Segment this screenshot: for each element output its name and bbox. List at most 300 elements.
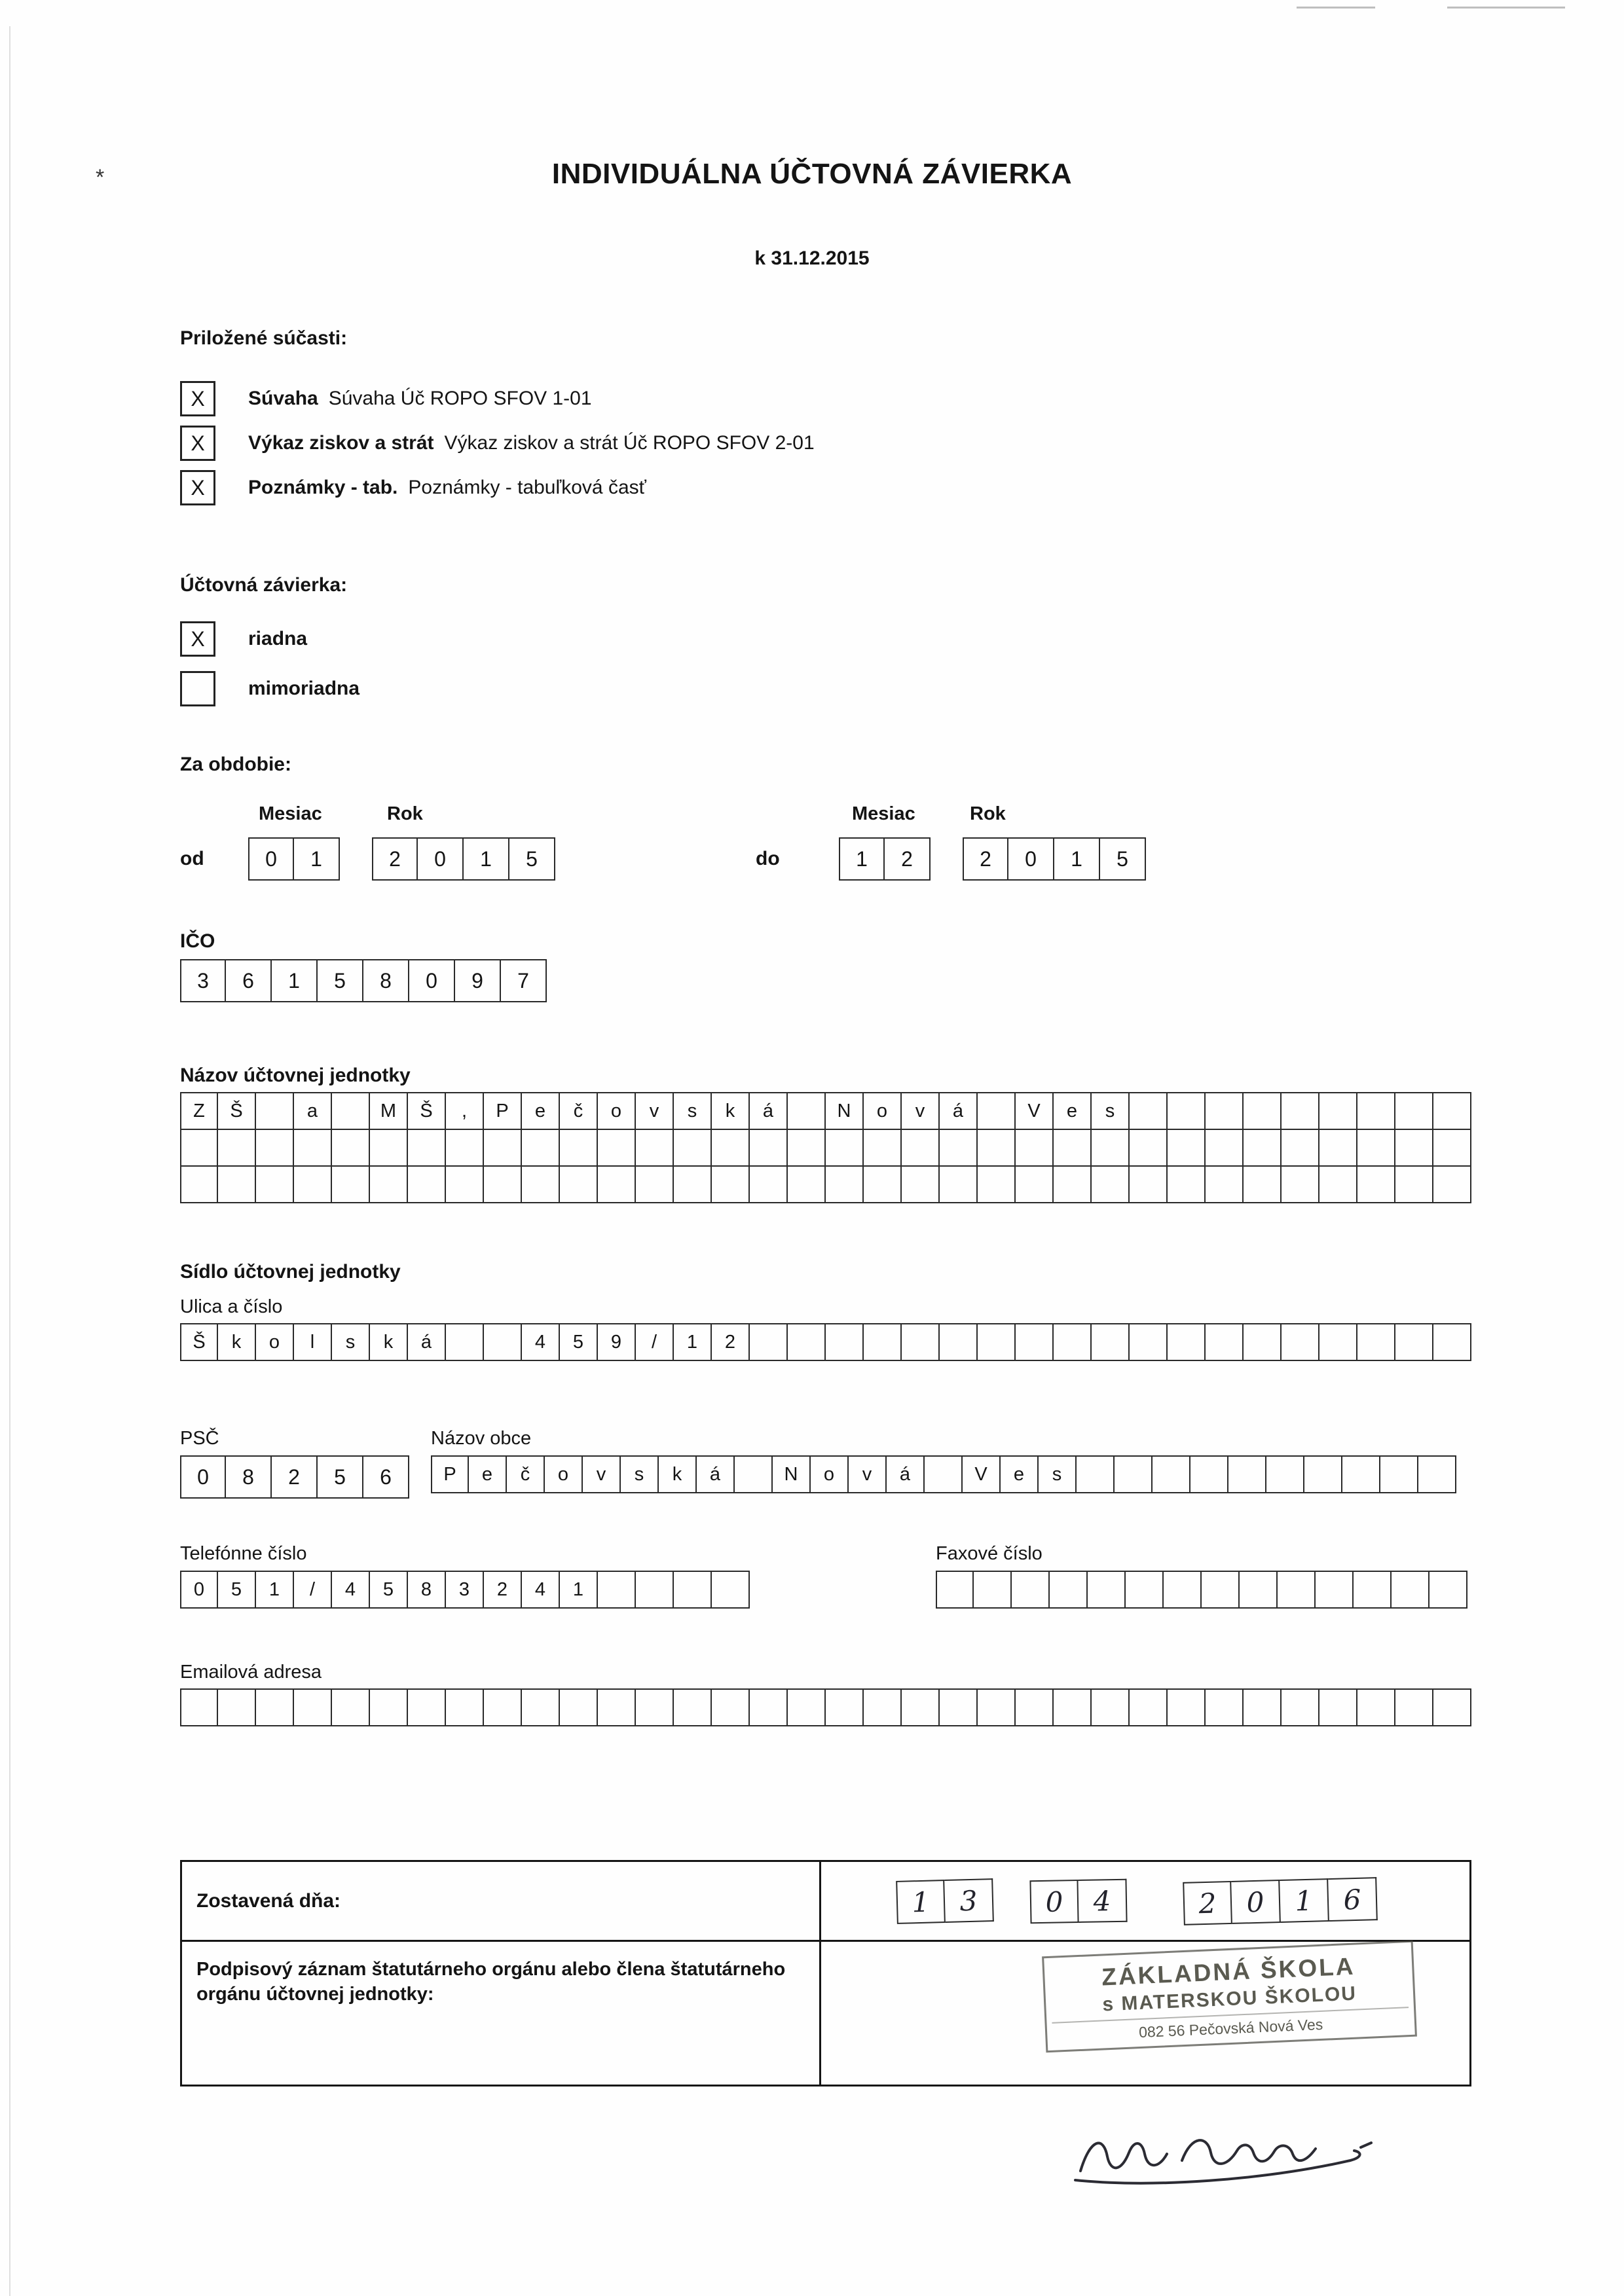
grid-cell [788, 1323, 826, 1361]
closing-type-heading: Účtovná závierka: [180, 574, 348, 596]
grid-cell [598, 1165, 636, 1203]
grid-cell [446, 1688, 484, 1726]
grid-cell [1395, 1688, 1433, 1726]
grid-cell [1130, 1688, 1168, 1726]
grid-cell [864, 1129, 902, 1167]
grid-cell: 7 [501, 959, 547, 1002]
grid-cell [940, 1129, 978, 1167]
compiled-date-cell [821, 1862, 1469, 1942]
grid-cell: Z [180, 1092, 218, 1130]
grid-cell: e [469, 1455, 507, 1493]
grid-cell [1357, 1688, 1395, 1726]
grid-cell [446, 1323, 484, 1361]
grid-cell [712, 1688, 750, 1726]
entity-name-row-2 [180, 1129, 1471, 1167]
scan-artifact-dash [1297, 7, 1375, 9]
grid-cell [1130, 1092, 1168, 1130]
grid-cell [1164, 1571, 1202, 1609]
grid-cell [1244, 1129, 1282, 1167]
grid-cell: 2 [484, 1571, 522, 1609]
grid-cell [218, 1688, 256, 1726]
grid-cell: s [674, 1092, 712, 1130]
closing-row-mimoriadna [180, 671, 1471, 706]
grid-cell: 3 [944, 1878, 994, 1923]
stamp-line-2: s MATERSKOU ŠKOLOU [1101, 1982, 1357, 2016]
month-label: Mesiac [852, 803, 915, 824]
grid-cell: 2 [712, 1323, 750, 1361]
grid-cell [408, 1688, 446, 1726]
grid-cell: 4 [522, 1571, 560, 1609]
grid-cell: o [256, 1323, 294, 1361]
grid-cell [408, 1129, 446, 1167]
grid-cell [1357, 1092, 1395, 1130]
grid-cell [826, 1688, 864, 1726]
grid-cell [1016, 1323, 1054, 1361]
grid-cell: v [636, 1092, 674, 1130]
scan-edge-line [9, 26, 10, 2296]
grid-cell [712, 1165, 750, 1203]
grid-cell [598, 1688, 636, 1726]
grid-cell [256, 1165, 294, 1203]
grid-cell: á [750, 1092, 788, 1130]
grid-cell: 5 [560, 1323, 598, 1361]
grid-cell: 0 [1231, 1880, 1281, 1924]
grid-cell [750, 1323, 788, 1361]
grid-cell [332, 1129, 370, 1167]
grid-cell: č [507, 1455, 545, 1493]
grid-cell [750, 1688, 788, 1726]
ico-label: IČO [180, 930, 215, 952]
grid-cell: 5 [1100, 837, 1146, 881]
grid-cell: o [598, 1092, 636, 1130]
grid-cell: 8 [408, 1571, 446, 1609]
grid-cell: á [697, 1455, 735, 1493]
grid-cell [712, 1129, 750, 1167]
grid-cell [864, 1165, 902, 1203]
attachment-row-suvaha [180, 381, 1471, 416]
attachment-desc: Poznámky - tabuľková časť [408, 477, 646, 498]
attachment-row-poznamky [180, 470, 1471, 505]
grid-cell: o [864, 1092, 902, 1130]
grid-cell [1282, 1092, 1320, 1130]
grid-cell: 1 [896, 1880, 946, 1924]
grid-cell [1190, 1455, 1228, 1493]
grid-cell [1012, 1571, 1050, 1609]
grid-cell: 5 [318, 959, 363, 1002]
grid-cell: e [1001, 1455, 1039, 1493]
form-body [180, 329, 1471, 2086]
grid-cell: v [902, 1092, 940, 1130]
grid-cell [560, 1165, 598, 1203]
grid-cell [940, 1688, 978, 1726]
grid-cell [1342, 1455, 1380, 1493]
attachment-label: Výkaz ziskov a strát [248, 432, 434, 454]
grid-cell [636, 1571, 674, 1609]
grid-cell [1206, 1129, 1244, 1167]
grid-cell: 5 [318, 1455, 363, 1499]
handwritten-signature [1067, 2120, 1382, 2205]
grid-cell: 8 [363, 959, 409, 1002]
grid-cell [1016, 1688, 1054, 1726]
grid-cell: o [545, 1455, 583, 1493]
grid-cell [1130, 1129, 1168, 1167]
grid-cell [1433, 1129, 1471, 1167]
grid-cell: Š [180, 1323, 218, 1361]
grid-cell: á [887, 1455, 925, 1493]
grid-cell [978, 1165, 1016, 1203]
grid-cell [1278, 1571, 1316, 1609]
grid-cell: / [636, 1323, 674, 1361]
grid-cell: N [826, 1092, 864, 1130]
grid-cell [1357, 1323, 1395, 1361]
grid-cell [788, 1129, 826, 1167]
grid-cell: 0 [418, 837, 464, 881]
grid-cell [1395, 1129, 1433, 1167]
grid-cell [1433, 1688, 1471, 1726]
grid-cell: č [560, 1092, 598, 1130]
grid-cell [1092, 1165, 1130, 1203]
grid-cell [370, 1165, 408, 1203]
email-label: Emailová adresa [180, 1662, 322, 1683]
grid-cell [1092, 1688, 1130, 1726]
fax-label: Faxové číslo [936, 1543, 1043, 1564]
grid-cell [1054, 1323, 1092, 1361]
grid-cell: l [294, 1323, 332, 1361]
grid-cell [940, 1323, 978, 1361]
grid-cell [750, 1165, 788, 1203]
grid-cell [1228, 1455, 1266, 1493]
phone-fax-labels [180, 1543, 1471, 1567]
grid-cell: 3 [446, 1571, 484, 1609]
grid-cell: 4 [332, 1571, 370, 1609]
grid-cell: s [332, 1323, 370, 1361]
grid-cell [978, 1323, 1016, 1361]
grid-cell: P [431, 1455, 469, 1493]
grid-cell: k [712, 1092, 750, 1130]
grid-cell [1320, 1092, 1357, 1130]
grid-cell [1054, 1129, 1092, 1167]
grid-cell [560, 1129, 598, 1167]
grid-cell [1126, 1571, 1164, 1609]
grid-cell [1130, 1165, 1168, 1203]
to-year-grid [963, 837, 1146, 881]
grid-cell [1266, 1455, 1304, 1493]
grid-cell: s [1092, 1092, 1130, 1130]
grid-cell: k [370, 1323, 408, 1361]
entity-name-row-3 [180, 1165, 1471, 1203]
grid-cell: k [659, 1455, 697, 1493]
grid-cell: , [446, 1092, 484, 1130]
grid-cell: a [294, 1092, 332, 1130]
form-as-of-date: k 31.12.2015 [754, 247, 870, 269]
grid-cell: 9 [455, 959, 501, 1002]
grid-cell: 1 [256, 1571, 294, 1609]
grid-cell [1433, 1165, 1471, 1203]
grid-cell [940, 1165, 978, 1203]
grid-cell: 4 [1078, 1878, 1127, 1922]
grid-cell: 1 [1280, 1878, 1329, 1923]
grid-cell [1168, 1092, 1206, 1130]
grid-cell [1433, 1092, 1471, 1130]
street-label: Ulica a číslo [180, 1296, 283, 1317]
grid-cell: 5 [218, 1571, 256, 1609]
grid-cell [598, 1571, 636, 1609]
grid-cell [1077, 1455, 1115, 1493]
grid-cell [902, 1688, 940, 1726]
grid-cell: 5 [370, 1571, 408, 1609]
entity-name-heading: Názov účtovnej jednotky [180, 1065, 411, 1086]
grid-cell: 2 [885, 837, 931, 881]
closing-label: mimoriadna [248, 678, 360, 699]
grid-cell: á [940, 1092, 978, 1130]
grid-cell [294, 1688, 332, 1726]
grid-cell: 6 [226, 959, 272, 1002]
footer-table [180, 1860, 1471, 2086]
grid-cell [1240, 1571, 1278, 1609]
stamp-line-3: 082 56 Pečovská Nová Ves [1052, 2007, 1409, 2045]
grid-cell [1115, 1455, 1153, 1493]
grid-cell: 0 [1029, 1880, 1079, 1923]
checkbox-suvaha [180, 381, 215, 416]
grid-cell [735, 1455, 773, 1493]
grid-cell [1282, 1323, 1320, 1361]
checkbox-mark: X [191, 475, 205, 500]
to-month-grid [839, 837, 931, 881]
grid-cell [1418, 1455, 1456, 1493]
psc-town-grids [180, 1455, 1471, 1499]
grid-cell: V [963, 1455, 1001, 1493]
grid-cell [1395, 1092, 1433, 1130]
grid-cell: v [849, 1455, 887, 1493]
grid-cell: 2 [1183, 1880, 1232, 1925]
grid-cell [1244, 1092, 1282, 1130]
grid-cell: 2 [272, 1455, 318, 1499]
grid-cell [1016, 1165, 1054, 1203]
attachment-label: Poznámky - tab. [248, 477, 398, 498]
checkbox-mimoriadna [180, 671, 215, 706]
phone-label: Telefónne číslo [180, 1543, 307, 1564]
from-month-grid [248, 837, 340, 881]
grid-cell [522, 1129, 560, 1167]
grid-cell [218, 1129, 256, 1167]
grid-cell [674, 1688, 712, 1726]
compiled-year-grid [1183, 1877, 1378, 1925]
grid-cell [1320, 1688, 1357, 1726]
grid-cell [1244, 1688, 1282, 1726]
grid-cell [1054, 1688, 1092, 1726]
grid-cell [902, 1323, 940, 1361]
grid-cell: M [370, 1092, 408, 1130]
grid-cell [218, 1165, 256, 1203]
compiled-day-grid [896, 1878, 994, 1924]
grid-cell [484, 1129, 522, 1167]
grid-cell [1088, 1571, 1126, 1609]
grid-cell: 6 [1328, 1877, 1378, 1922]
grid-cell: 9 [598, 1323, 636, 1361]
page-asterisk-mark: * [96, 165, 105, 190]
grid-cell [902, 1165, 940, 1203]
grid-cell [560, 1688, 598, 1726]
grid-cell: 0 [248, 837, 294, 881]
grid-cell: 3 [180, 959, 226, 1002]
grid-cell [1168, 1129, 1206, 1167]
entity-name-grids [180, 1092, 1471, 1203]
grid-cell [484, 1688, 522, 1726]
grid-cell [522, 1165, 560, 1203]
checkbox-poznamky [180, 470, 215, 505]
grid-cell [864, 1323, 902, 1361]
grid-cell [1202, 1571, 1240, 1609]
grid-cell: 1 [272, 959, 318, 1002]
grid-cell: 6 [363, 1455, 409, 1499]
grid-cell [1244, 1323, 1282, 1361]
grid-cell [180, 1688, 218, 1726]
grid-cell [1206, 1092, 1244, 1130]
attachments-heading: Priložené súčasti: [180, 327, 348, 349]
from-label: od [180, 848, 204, 869]
grid-cell [1206, 1323, 1244, 1361]
form-title: INDIVIDUÁLNA ÚČTOVNÁ ZÁVIERKA [551, 158, 1073, 190]
grid-cell [256, 1129, 294, 1167]
grid-cell [294, 1165, 332, 1203]
grid-cell [1316, 1571, 1354, 1609]
grid-cell [1357, 1165, 1395, 1203]
grid-cell [1430, 1571, 1467, 1609]
grid-cell [1130, 1323, 1168, 1361]
grid-cell [598, 1129, 636, 1167]
fax-grid [936, 1571, 1467, 1609]
street-grid [180, 1323, 1471, 1361]
grid-cell [332, 1688, 370, 1726]
year-label: Rok [970, 803, 1006, 824]
from-year-grid [372, 837, 555, 881]
grid-cell [446, 1165, 484, 1203]
grid-cell [1304, 1455, 1342, 1493]
to-label: do [756, 848, 780, 869]
year-label: Rok [387, 803, 423, 824]
grid-cell [1320, 1165, 1357, 1203]
phone-fax-grids [180, 1571, 1471, 1609]
grid-cell: Š [218, 1092, 256, 1130]
grid-cell [180, 1165, 218, 1203]
attachment-label: Súvaha [248, 388, 318, 409]
grid-cell [1282, 1165, 1320, 1203]
grid-cell: 1 [674, 1323, 712, 1361]
closing-row-riadna [180, 621, 1471, 657]
ico-grid [180, 959, 1471, 1002]
grid-cell [484, 1323, 522, 1361]
grid-cell: á [408, 1323, 446, 1361]
grid-cell [370, 1129, 408, 1167]
grid-cell [1168, 1323, 1206, 1361]
grid-cell [978, 1129, 1016, 1167]
grid-cell [925, 1455, 963, 1493]
attachment-desc: Výkaz ziskov a strát Úč ROPO SFOV 2-01 [444, 432, 815, 454]
grid-cell: N [773, 1455, 811, 1493]
grid-cell [446, 1129, 484, 1167]
grid-cell [1395, 1323, 1433, 1361]
psc-town-labels [180, 1428, 1471, 1451]
grid-cell [636, 1688, 674, 1726]
grid-cell: P [484, 1092, 522, 1130]
grid-cell [936, 1571, 974, 1609]
grid-cell [1092, 1129, 1130, 1167]
grid-cell [1282, 1688, 1320, 1726]
grid-cell: v [583, 1455, 621, 1493]
grid-cell [974, 1571, 1012, 1609]
stamp-line-1: ZÁKLADNÁ ŠKOLA [1101, 1952, 1356, 1991]
grid-cell [1282, 1129, 1320, 1167]
town-grid [431, 1455, 1456, 1493]
grid-cell [788, 1688, 826, 1726]
grid-cell [1092, 1323, 1130, 1361]
grid-cell [826, 1165, 864, 1203]
grid-cell [1380, 1455, 1418, 1493]
grid-cell [1320, 1323, 1357, 1361]
phone-grid [180, 1571, 750, 1609]
grid-cell [978, 1688, 1016, 1726]
grid-cell: 1 [464, 837, 509, 881]
school-stamp [1042, 1941, 1417, 2053]
grid-cell [788, 1165, 826, 1203]
grid-cell [370, 1688, 408, 1726]
period-heading: Za obdobie: [180, 754, 291, 775]
grid-cell: / [294, 1571, 332, 1609]
grid-cell [294, 1129, 332, 1167]
grid-cell [1168, 1688, 1206, 1726]
grid-cell [1054, 1165, 1092, 1203]
signature-label: Podpisový záznam štatutárneho orgánu alebo člena štatutárneho orgánu účtovnej jednotky: [182, 1942, 821, 2085]
grid-cell [902, 1129, 940, 1167]
grid-cell: 5 [509, 837, 555, 881]
month-label: Mesiac [259, 803, 322, 824]
grid-cell [1320, 1129, 1357, 1167]
address-heading: Sídlo účtovnej jednotky [180, 1261, 401, 1283]
checkbox-vykaz [180, 426, 215, 461]
grid-cell [332, 1092, 370, 1130]
psc-grid [180, 1455, 409, 1499]
grid-cell: 0 [180, 1455, 226, 1499]
grid-cell: 1 [560, 1571, 598, 1609]
grid-cell [978, 1092, 1016, 1130]
grid-cell [1433, 1323, 1471, 1361]
grid-cell [1354, 1571, 1392, 1609]
psc-label: PSČ [180, 1428, 219, 1449]
grid-cell [1168, 1165, 1206, 1203]
grid-cell [256, 1092, 294, 1130]
grid-cell: k [218, 1323, 256, 1361]
grid-cell [1016, 1129, 1054, 1167]
grid-cell: 1 [839, 837, 885, 881]
grid-cell: s [621, 1455, 659, 1493]
grid-cell: Š [408, 1092, 446, 1130]
grid-cell [180, 1129, 218, 1167]
grid-cell [1153, 1455, 1190, 1493]
closing-label: riadna [248, 628, 308, 649]
signature-stamp-cell [821, 1942, 1469, 2085]
attachment-desc: Súvaha Úč ROPO SFOV 1-01 [328, 388, 592, 409]
grid-cell [1206, 1165, 1244, 1203]
grid-cell [750, 1129, 788, 1167]
grid-cell [484, 1165, 522, 1203]
compiled-date-label: Zostavená dňa: [182, 1862, 821, 1942]
grid-cell [1206, 1688, 1244, 1726]
grid-cell: 2 [372, 837, 418, 881]
grid-cell [1050, 1571, 1088, 1609]
attachment-row-vykaz [180, 426, 1471, 461]
grid-cell [674, 1129, 712, 1167]
grid-cell: V [1016, 1092, 1054, 1130]
